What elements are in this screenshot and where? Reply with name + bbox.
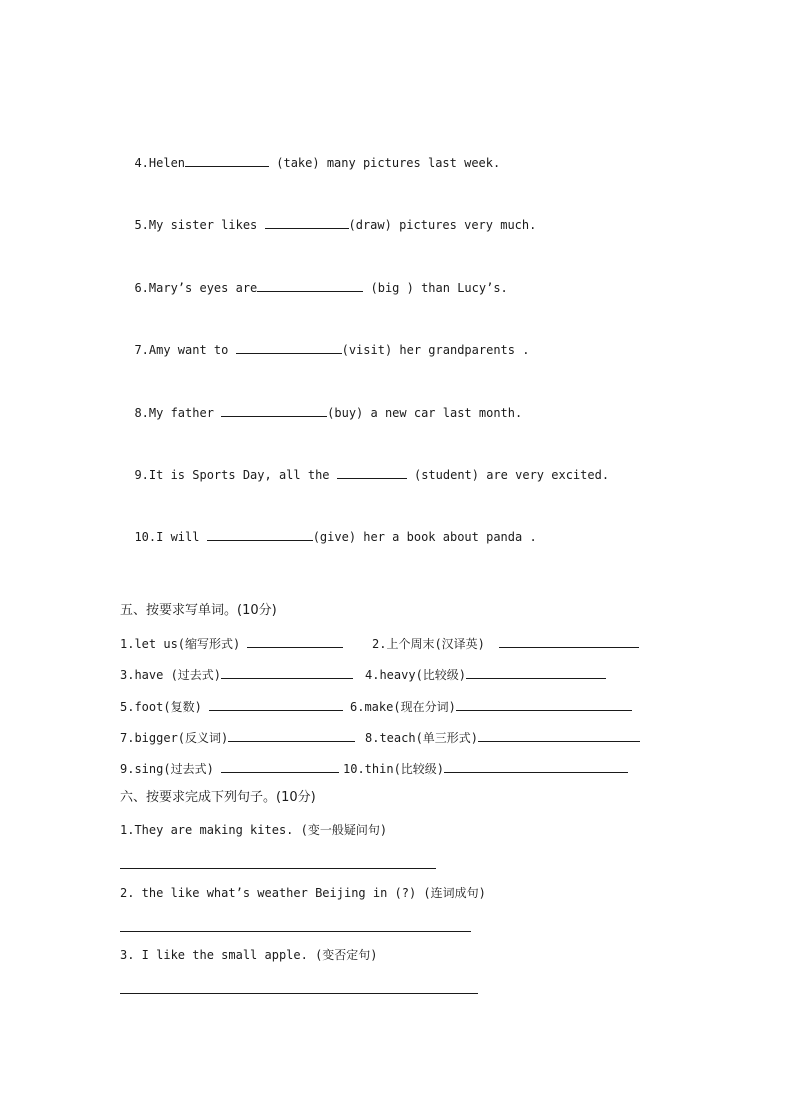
sentence-item-1: 1.They are making kites. (变一般疑问句) bbox=[120, 823, 388, 837]
answer-blank[interactable] bbox=[257, 279, 363, 292]
answer-blank[interactable] bbox=[228, 729, 355, 742]
answer-blank[interactable] bbox=[221, 404, 327, 417]
question-text: 4.Helen bbox=[134, 156, 186, 170]
question-10 bbox=[120, 512, 537, 544]
answer-blank[interactable] bbox=[478, 729, 640, 742]
question-text: 6.Mary’s eyes are bbox=[134, 281, 258, 295]
question-text: 7.Amy want to bbox=[134, 343, 236, 357]
answer-line-2[interactable] bbox=[120, 931, 471, 932]
word-item-label: 7.bigger(反义词) bbox=[120, 731, 229, 745]
question-text: (buy) a new car last month. bbox=[327, 406, 523, 420]
answer-blank[interactable] bbox=[221, 760, 339, 773]
answer-blank[interactable] bbox=[456, 698, 632, 711]
word-item-1 bbox=[120, 635, 343, 652]
question-5 bbox=[120, 200, 537, 232]
question-text: (give) her a book about panda . bbox=[312, 530, 537, 544]
section-6-title: 六、按要求完成下列句子。(10分) bbox=[120, 790, 316, 805]
answer-blank[interactable] bbox=[221, 666, 353, 679]
word-item-label: 1.let us(缩写形式) bbox=[120, 637, 241, 651]
word-item-label: 9.sing(过去式) bbox=[120, 762, 214, 776]
answer-blank[interactable] bbox=[236, 341, 342, 354]
word-item-10 bbox=[343, 760, 628, 777]
word-item-6 bbox=[350, 698, 632, 715]
word-item-4 bbox=[365, 666, 606, 683]
question-text: 9.It is Sports Day, all the bbox=[134, 468, 337, 482]
answer-blank[interactable] bbox=[209, 698, 343, 711]
question-4 bbox=[120, 138, 501, 170]
word-item-label: 5.foot(复数) bbox=[120, 700, 202, 714]
question-text: 10.I will bbox=[134, 530, 207, 544]
question-8 bbox=[120, 388, 523, 420]
sentence-item-3: 3. I like the small apple. (变否定句) bbox=[120, 948, 378, 962]
word-item-label: 4.heavy(比较级) bbox=[365, 668, 467, 682]
section-5-title: 五、按要求写单词。(10分) bbox=[120, 603, 277, 618]
sentence-item-2: 2. the like what’s weather Beijing in (?) (连词成句) bbox=[120, 886, 486, 900]
answer-blank[interactable] bbox=[185, 154, 269, 167]
question-6 bbox=[120, 263, 508, 295]
answer-blank[interactable] bbox=[247, 635, 343, 648]
word-item-label: 8.teach(单三形式) bbox=[365, 731, 479, 745]
question-text: 5.My sister likes bbox=[134, 218, 265, 232]
answer-line-1[interactable] bbox=[120, 868, 436, 869]
answer-blank[interactable] bbox=[444, 760, 628, 773]
word-item-2 bbox=[372, 635, 639, 652]
question-text: (take) many pictures last week. bbox=[269, 156, 501, 170]
question-text: 8.My father bbox=[134, 406, 222, 420]
question-7 bbox=[120, 325, 530, 357]
answer-blank[interactable] bbox=[207, 528, 313, 541]
answer-line-3[interactable] bbox=[120, 993, 478, 994]
word-item-5 bbox=[120, 698, 343, 715]
answer-blank[interactable] bbox=[265, 216, 349, 229]
word-item-label: 6.make(现在分词) bbox=[350, 700, 456, 714]
question-text: (draw) pictures very much. bbox=[348, 218, 537, 232]
answer-blank[interactable] bbox=[466, 666, 606, 679]
word-item-9 bbox=[120, 760, 339, 777]
question-9 bbox=[120, 450, 610, 482]
word-item-8 bbox=[365, 729, 640, 746]
question-text: (student) are very excited. bbox=[406, 468, 610, 482]
answer-blank[interactable] bbox=[499, 635, 639, 648]
word-item-label: 2.上个周末(汉译英) bbox=[372, 637, 485, 651]
word-item-7 bbox=[120, 729, 355, 746]
word-item-3 bbox=[120, 666, 353, 683]
word-item-label: 3.have (过去式) bbox=[120, 668, 222, 682]
word-item-label: 10.thin(比较级) bbox=[343, 762, 445, 776]
question-text: (visit) her grandparents . bbox=[341, 343, 530, 357]
question-text: (big ) than Lucy’s. bbox=[363, 281, 508, 295]
answer-blank[interactable] bbox=[337, 466, 407, 479]
